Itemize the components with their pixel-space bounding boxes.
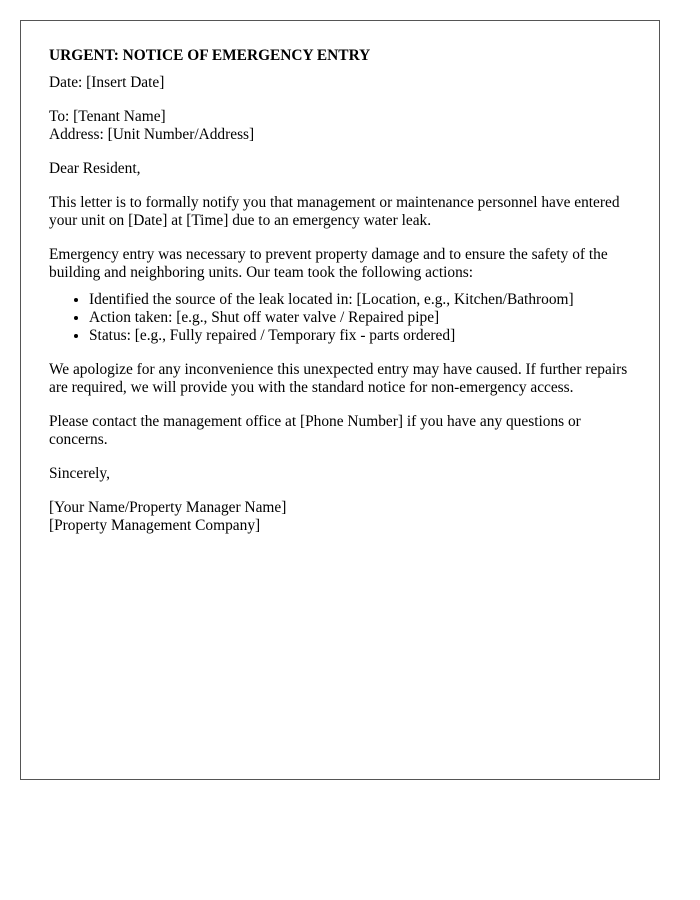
salutation: Dear Resident, bbox=[49, 160, 141, 177]
letter-title: URGENT: NOTICE OF EMERGENCY ENTRY bbox=[49, 47, 371, 64]
to-line: To: [Tenant Name] bbox=[49, 108, 166, 125]
signature-name: [Your Name/Property Manager Name] bbox=[49, 499, 287, 516]
recipient-block bbox=[49, 108, 631, 144]
letter-document bbox=[20, 20, 660, 780]
paragraph-notification: This letter is to formally notify you that management or maintenance personnel have entered your unit on [Date] at [Time] due to an emergency water leak. bbox=[49, 194, 620, 229]
paragraph-emergency-entry: Emergency entry was necessary to prevent property damage and to ensure the safety of the building and neighboring units. Our team took the following actions: bbox=[49, 246, 608, 281]
address-line: Address: [Unit Number/Address] bbox=[49, 126, 255, 143]
closing: Sincerely, bbox=[49, 465, 110, 482]
list-item: • Status: [e.g., Fully repaired / Temporary fix - parts ordered] bbox=[89, 327, 631, 345]
signature-company: [Property Management Company] bbox=[49, 517, 261, 534]
actions-list bbox=[49, 291, 631, 345]
paragraph-apology: We apologize for any inconvenience this unexpected entry may have caused. If further repairs are required, we will provide you with the standard notice for non-emergency access. bbox=[49, 361, 628, 396]
date-line: Date: [Insert Date] bbox=[49, 74, 165, 91]
signature-block bbox=[49, 499, 631, 535]
list-item: • Identified the source of the leak located in: [Location, e.g., Kitchen/Bathroom] bbox=[89, 291, 631, 309]
paragraph-contact: Please contact the management office at [Phone Number] if you have any questions or concerns. bbox=[49, 413, 581, 448]
list-item: • Action taken: [e.g., Shut off water valve / Repaired pipe] bbox=[89, 309, 631, 327]
